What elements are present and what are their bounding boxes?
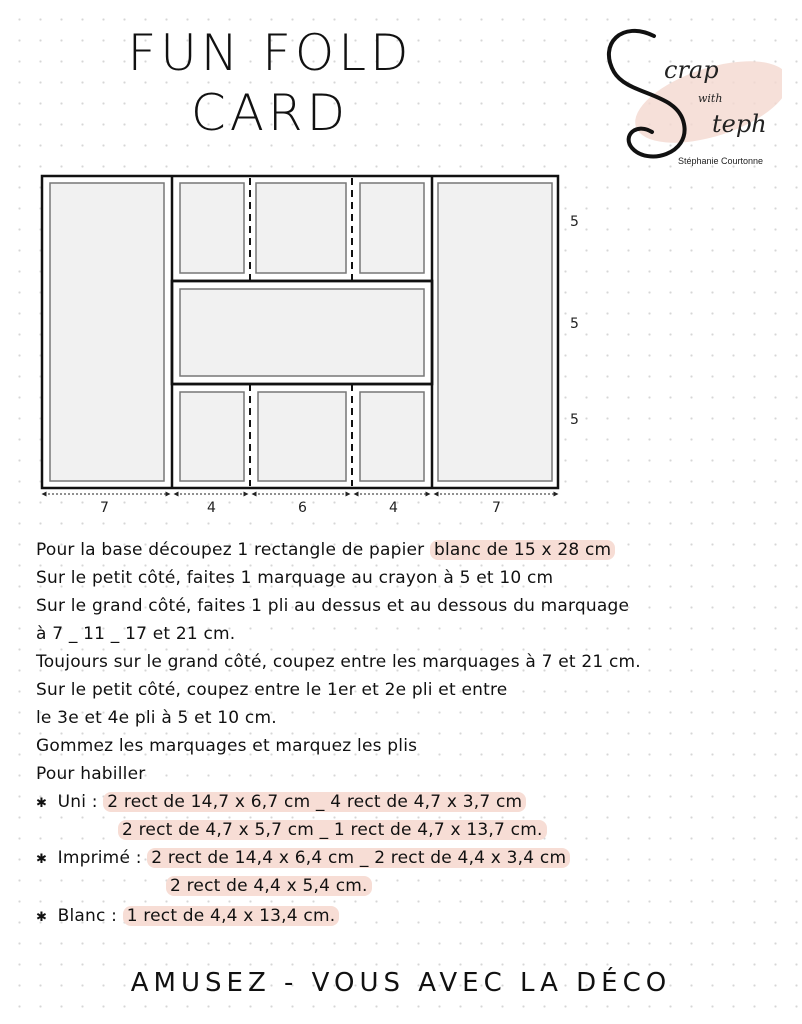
instruction-line-3: Sur le grand côté, faites 1 pli au dessus et au dessous du marquage: [36, 596, 630, 616]
instruction-1b-highlight: blanc de 15 x 28 cm: [430, 540, 615, 560]
uni-2-highlight: 2 rect de 4,7 x 5,7 cm _ 1 rect de 4,7 x 13,7 cm.: [118, 820, 547, 840]
dressing-uni-line-2: [118, 820, 547, 840]
bottom-dim-1: 7: [100, 500, 109, 516]
imprime-1-highlight: 2 rect de 14,4 x 6,4 cm _ 2 rect de 4,4 x 3,4 cm: [147, 848, 570, 868]
bottom-dim-5: 7: [492, 500, 501, 516]
panel-bottom-1: [180, 392, 244, 481]
instruction-line-5: Toujours sur le grand côté, coupez entre les marquages à 7 et 21 cm.: [36, 652, 641, 672]
panel-top-3: [360, 183, 424, 273]
instruction-line-7: le 3e et 4e pli à 5 et 10 cm.: [36, 708, 277, 728]
blanc-label: Blanc :: [57, 906, 118, 926]
bottom-dim-3: 6: [298, 500, 307, 516]
instruction-line-9: Pour habiller: [36, 764, 146, 784]
bullet-star-icon: ✱: [36, 852, 48, 867]
instruction-line-1: [36, 540, 615, 560]
uni-label: Uni :: [57, 792, 98, 812]
bottom-dim-2: 4: [207, 500, 216, 516]
side-dim-middle: 5: [570, 316, 579, 332]
title-line-2: CARD: [190, 84, 350, 142]
side-dim-top: 5: [570, 214, 579, 230]
footer-slogan: AMUSEZ - VOUS AVEC LA DÉCO: [130, 968, 672, 998]
dressing-uni-line-1: [36, 792, 526, 812]
logo-with: with: [698, 92, 723, 105]
panel-bottom-2: [258, 392, 346, 481]
bottom-dim-4: 4: [389, 500, 398, 516]
imprime-label: Imprimé :: [57, 848, 142, 868]
imprime-2-highlight: 2 rect de 4,4 x 5,4 cm.: [166, 876, 372, 896]
bullet-star-icon: ✱: [36, 796, 48, 811]
instruction-1a: Pour la base découpez 1 rectangle de papier: [36, 540, 425, 560]
panel-top-1: [180, 183, 244, 273]
panel-bottom-3: [360, 392, 424, 481]
dressing-imprime-line-2: [166, 876, 372, 896]
instruction-line-4: à 7 _ 11 _ 17 et 21 cm.: [36, 624, 236, 644]
uni-1-highlight: 2 rect de 14,7 x 6,7 cm _ 4 rect de 4,7 x 3,7 cm: [103, 792, 526, 812]
logo-author: Stéphanie Courtonne: [678, 156, 764, 166]
logo-teph: teph: [712, 110, 767, 138]
title-line-1: FUN FOLD: [127, 24, 413, 82]
dressing-imprime-line-1: [36, 848, 570, 868]
panel-top-2: [256, 183, 346, 273]
logo-crap: crap: [664, 56, 719, 84]
instruction-line-6: Sur le petit côté, coupez entre le 1er et 2e pli et entre: [36, 680, 508, 700]
instruction-line-8: Gommez les marquages et marquez les plis: [36, 736, 418, 756]
blanc-1-highlight: 1 rect de 4,4 x 13,4 cm.: [123, 906, 340, 926]
bullet-star-icon: ✱: [36, 910, 48, 925]
panel-center: [180, 289, 424, 376]
instruction-line-2: Sur le petit côté, faites 1 marquage au crayon à 5 et 10 cm: [36, 568, 554, 588]
side-dim-bottom: 5: [570, 412, 579, 428]
dressing-blanc-line: [36, 906, 339, 926]
panel-left: [50, 183, 164, 481]
panel-right: [438, 183, 552, 481]
